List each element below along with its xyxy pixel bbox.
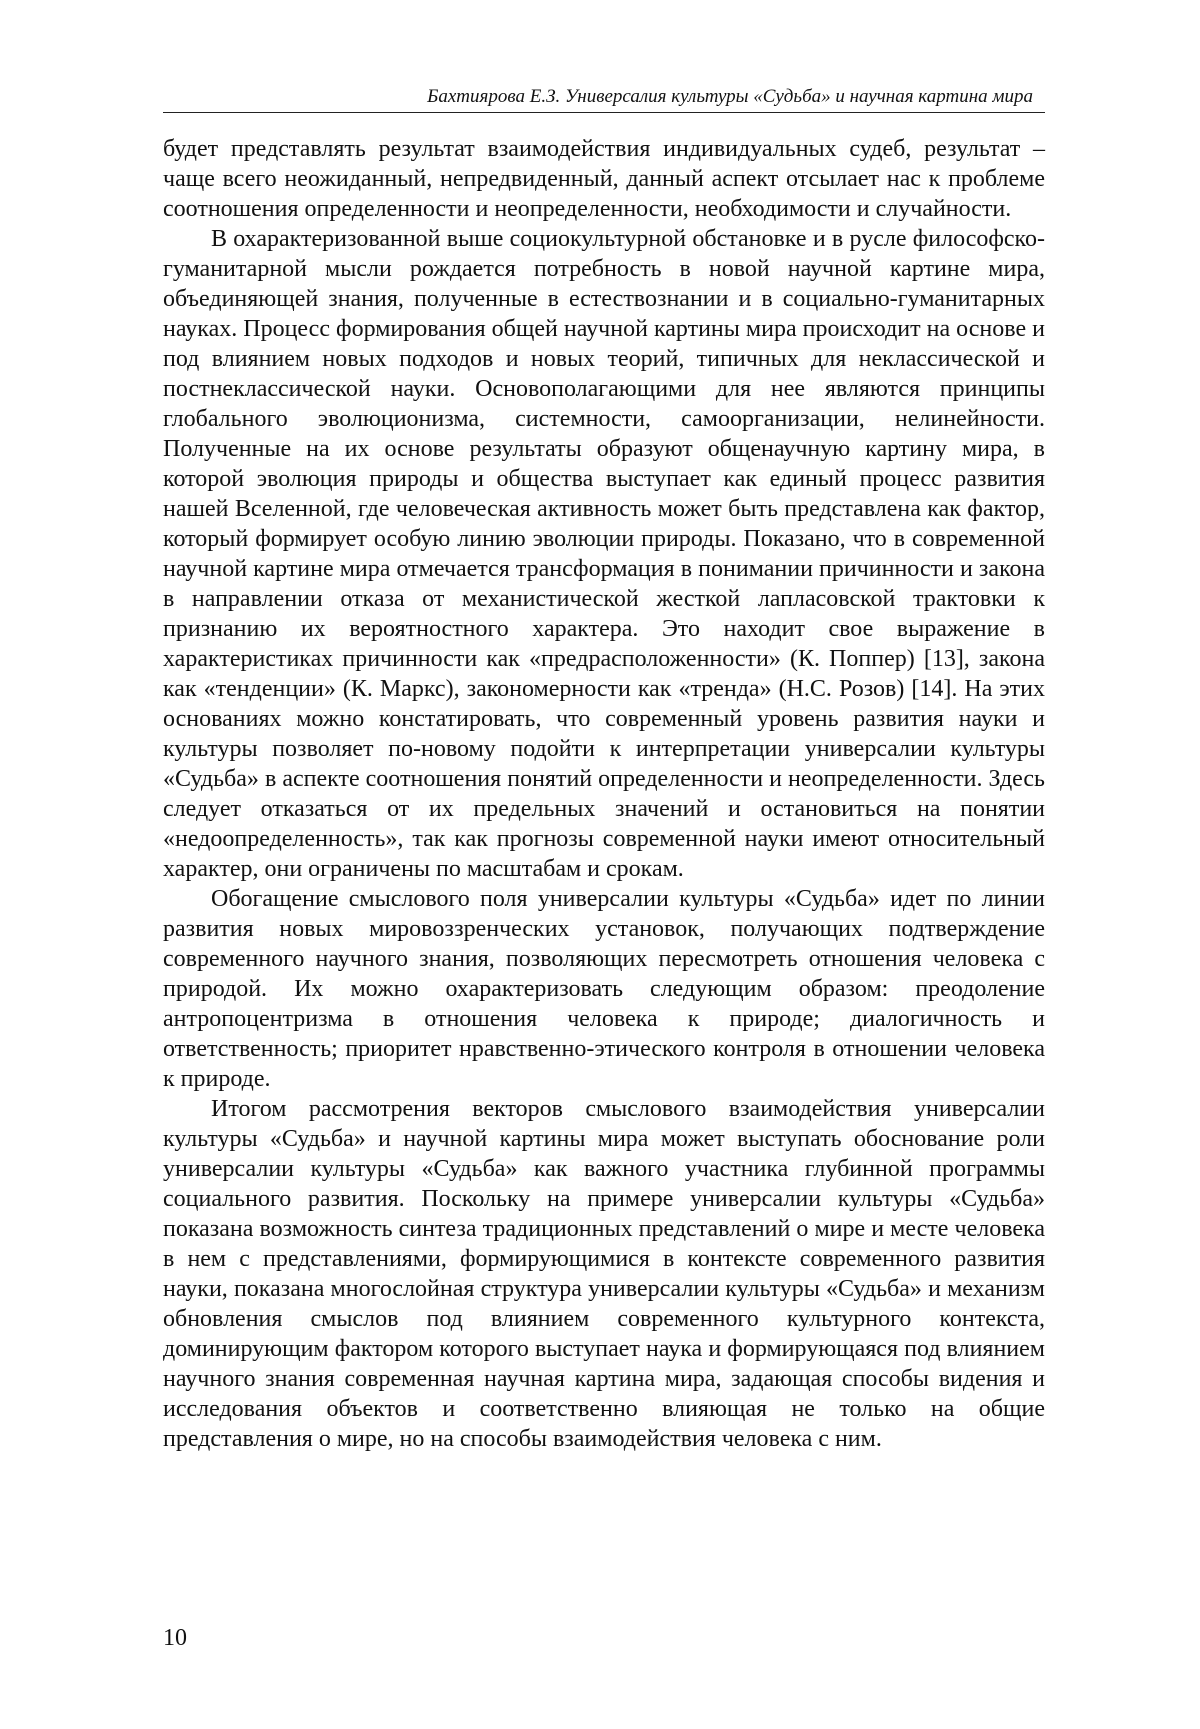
header-divider xyxy=(163,112,1045,113)
body-text xyxy=(163,134,1045,1454)
page-number: 10 xyxy=(163,1625,187,1651)
paragraph-conclusion: Итогом рассмотрения векторов смыслового взаимодействия универсалии культуры «Судьба» и научной картины мира может выступать обоснование роли универсалии культуры «Судьба» как важного участника глубинной программы социального развития. Поскольку на примере универсалии культуры «Судьба» показана возможность синтеза традиционных представлений о мире и месте человека в нем с представлениями, формирующимися в контексте современного развития науки, показана многослойная структура универсалии культуры «Судьба» и механизм обновления смыслов под влиянием современного культурного контекста, доминирующим фактором которого выступает наука и формирующаяся под влиянием научного знания современная научная картина мира, задающая способы видения и исследования объектов и соответственно влияющая не только на общие представления о мире, но на способы взаимодействия человека с ним. xyxy=(163,1096,1045,1452)
paragraph-scientific-picture: В охарактеризованной выше социокультурной обстановке и в русле философско-гуманитарной мысли рождается потребность в новой научной картине мира, объединяющей знания, полученные в естествознании и в социально-гуманитарных науках. Процесс формирования общей научной картины мира происходит на основе и под влиянием новых подходов и новых теорий, типичных для неклассической и постнеклассической науки. Основополагающими для нее являются принципы глобального эволюционизма, системности, самоорганизации, нелинейности. Полученные на их основе результаты образуют общенаучную картину мира, в которой эволюция природы и общества выступает как единый процесс развития нашей Вселенной, где человеческая активность может быть представлена как фактор, который формирует особую линию эволюции природы. Показано, что в современной научной картине мира отмечается трансформация в понимании причинности и закона в направлении отказа от механистической жесткой лапласовской трактовки к признанию их вероятностного характера. Это находит свое выражение в характеристиках причинности как «предрасположенности» (К. Поппер) [13], закона как «тенденции» (К. Маркс), закономерности как «тренда» (Н.С. Розов) [14]. На этих основаниях можно констатировать, что современный уровень развития науки и культуры позволяет по-новому подойти к интерпретации универсалии культуры «Судьба» в аспекте соотношения понятий определенности и неопределенности. Здесь следует отказаться от их предельных значений и остановиться на понятии «недоопределенность», так как прогнозы современной науки имеют относительный характер, они ограничены по масштабам и срокам. xyxy=(163,226,1045,882)
paragraph-worldview-enrichment: Обогащение смыслового поля универсалии культуры «Судьба» идет по линии развития новых мировоззренческих установок, получающих подтверждение современного научного знания, позволяющих пересмотреть отношения человека с природой. Их можно охарактеризовать следующим образом: преодоление антропоцентризма в отношения человека к природе; диалогичность и ответственность; приоритет нравственно-этического контроля в отношении человека к природе. xyxy=(163,886,1045,1092)
paragraph-continuation: будет представлять результат взаимодействия индивидуальных судеб, результат – чаще всего неожиданный, непредвиденный, данный аспект отсылает нас к проблеме соотношения определенности и неопределенности, необходимости и случайности. xyxy=(163,136,1045,222)
running-header: Бахтиярова Е.З. Универсалия культуры «Судьба» и научная картина мира xyxy=(427,86,1033,107)
